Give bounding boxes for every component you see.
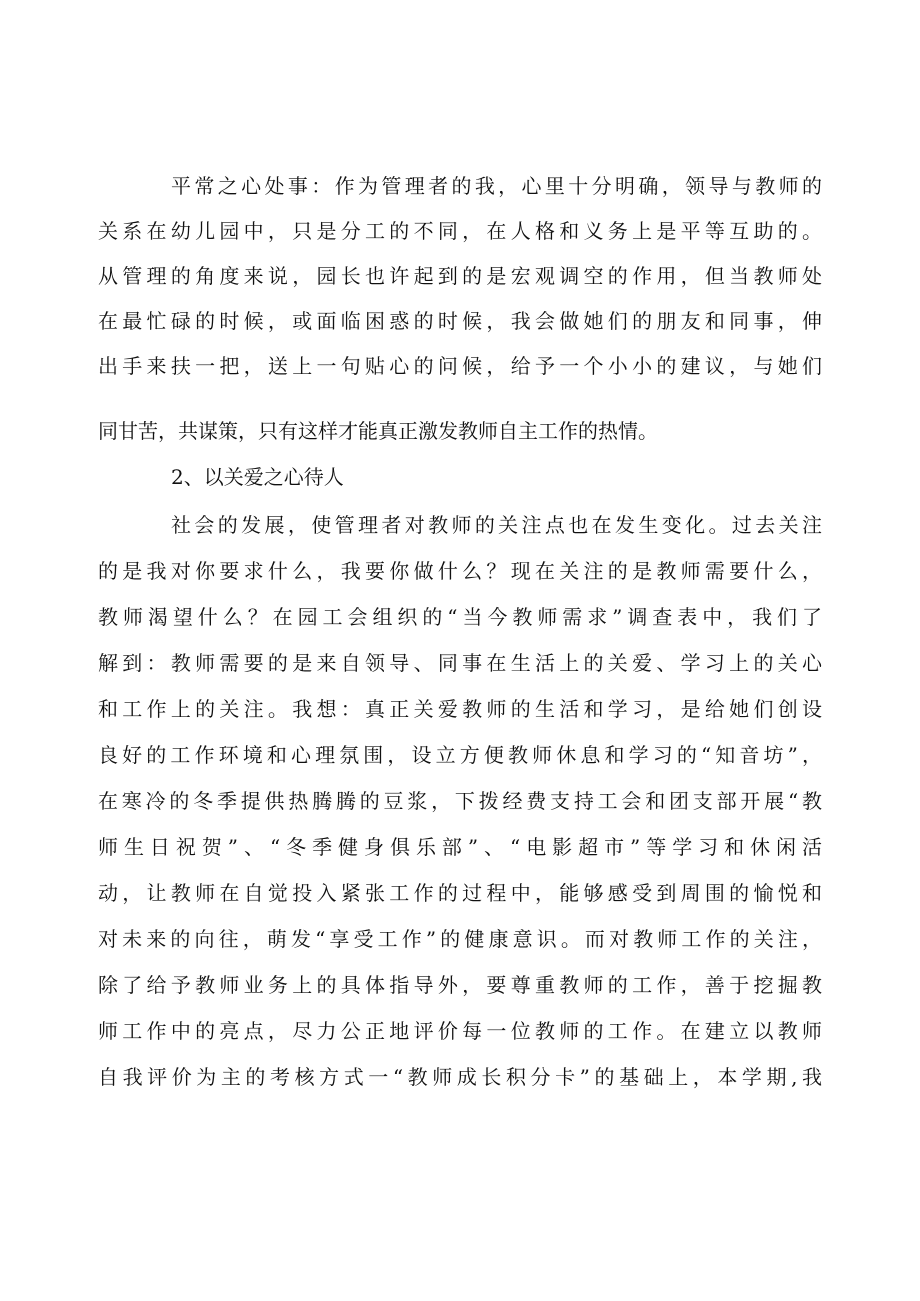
paragraph-line: 师生日祝贺”、“冬季健身俱乐部”、“电影超市”等学习和休闲活 <box>98 835 822 859</box>
paragraph-line: 师工作中的亮点，尽力公正地评价每一位教师的工作。在建立以教师 <box>98 1019 822 1043</box>
paragraph-line: 解到：教师需要的是来自领导、同事在生活上的关爱、学习上的关心 <box>98 651 822 675</box>
paragraph-line: 在最忙碌的时候，或面临困惑的时候，我会做她们的朋友和同事，伸 <box>98 309 822 333</box>
paragraph-line: 社会的发展，使管理者对教师的关注点也在发生变化。过去关注 <box>171 513 822 537</box>
paragraph-line: 除了给予教师业务上的具体指导外，要尊重教师的工作，善于挖掘教 <box>98 973 822 997</box>
paragraph-line: 教师渴望什么？在园工会组织的“当今教师需求”调查表中，我们了 <box>98 605 822 629</box>
paragraph-line: 动，让教师在自觉投入紧张工作的过程中，能够感受到周围的愉悦和 <box>98 881 822 905</box>
paragraph-line: 和工作上的关注。我想：真正关爱教师的生活和学习，是给她们创设 <box>98 697 822 721</box>
paragraph-line: 自我评价为主的考核方式一“教师成长积分卡”的基础上，本学期,我 <box>98 1065 822 1089</box>
paragraph-line: 同甘苦，共谋策，只有这样才能真正激发教师自主工作的热情。 <box>98 419 658 443</box>
section-heading: 2、以关爱之心待人 <box>171 465 344 489</box>
paragraph-line: 从管理的角度来说，园长也许起到的是宏观调空的作用，但当教师处 <box>98 264 822 288</box>
paragraph-line: 的是我对你要求什么，我要你做什么？现在关注的是教师需要什么， <box>98 559 822 583</box>
paragraph-line: 对未来的向往，萌发“享受工作”的健康意识。而对教师工作的关注， <box>98 927 822 951</box>
paragraph-line: 平常之心处事：作为管理者的我，心里十分明确，领导与教师的 <box>171 174 822 198</box>
paragraph-line: 在寒冷的冬季提供热腾腾的豆浆，下拨经费支持工会和团支部开展“教 <box>98 789 822 813</box>
paragraph-line: 关系在幼儿园中，只是分工的不同，在人格和义务上是平等互助的。 <box>98 219 822 243</box>
paragraph-line: 良好的工作环境和心理氛围，设立方便教师休息和学习的“知音坊”， <box>98 743 822 767</box>
paragraph-line: 出手来扶一把，送上一句贴心的问候，给予一个小小的建议，与她们 <box>98 354 822 378</box>
